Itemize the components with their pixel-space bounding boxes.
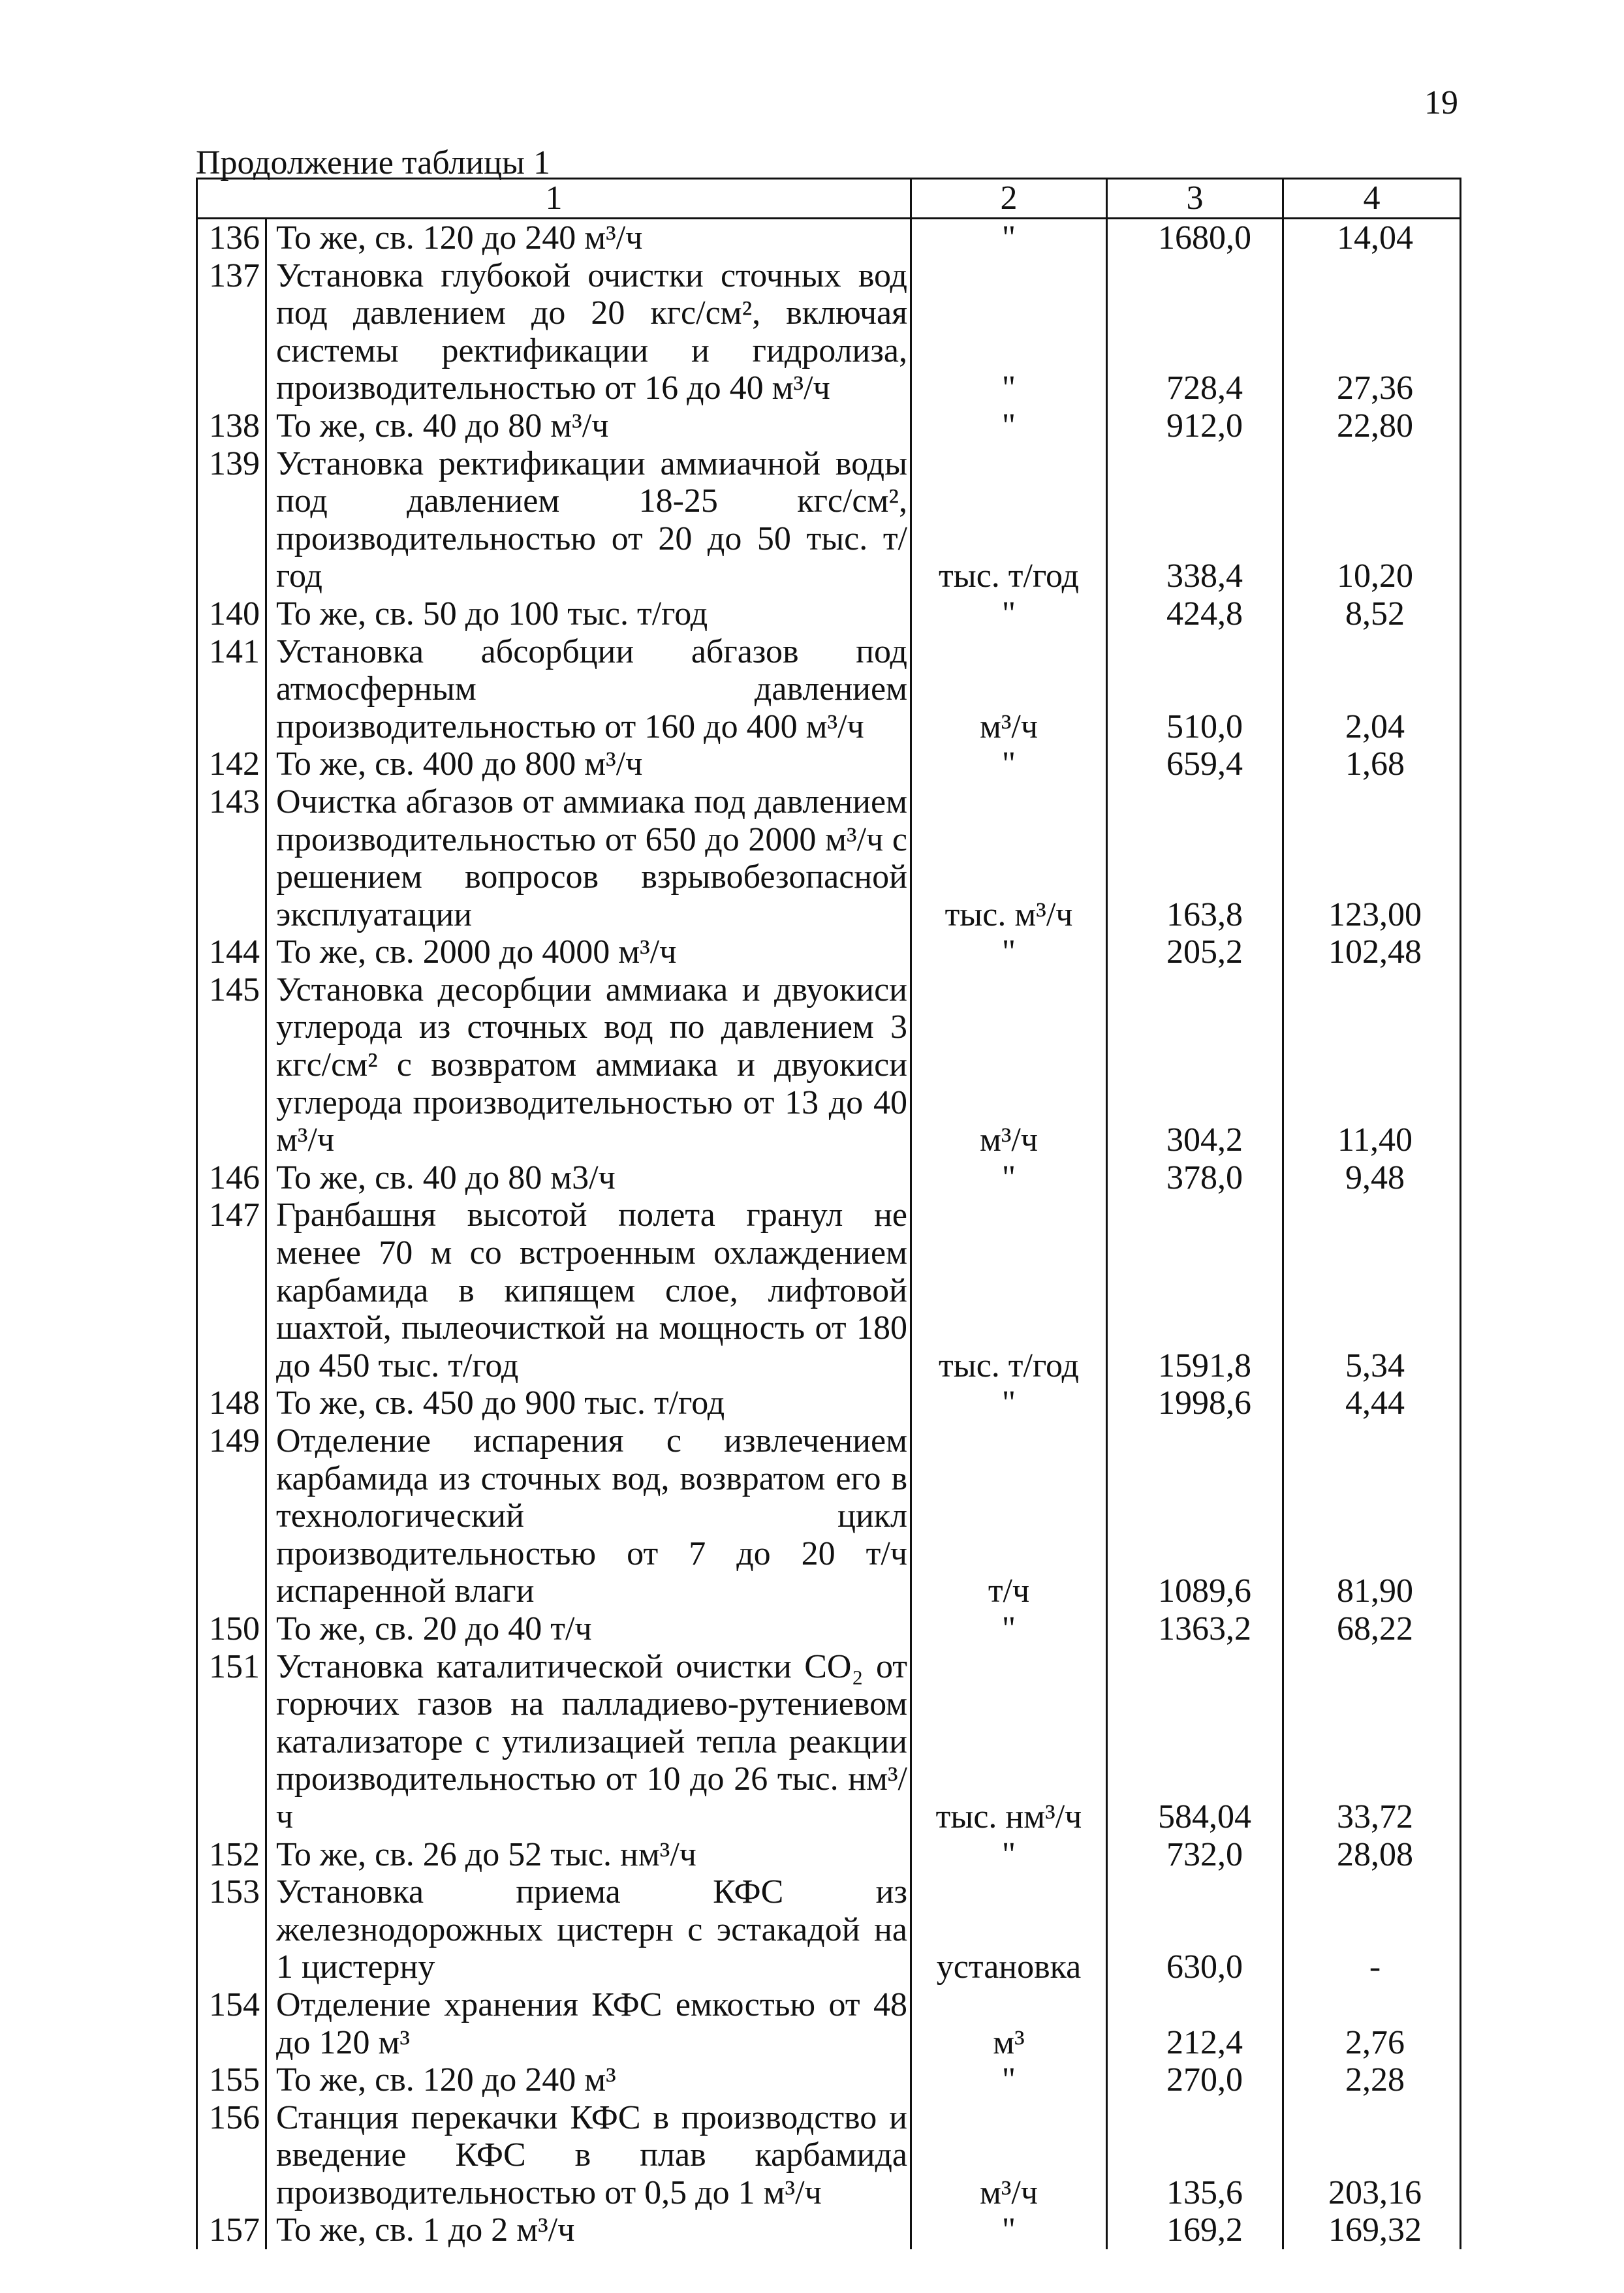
table-row	[197, 633, 1461, 746]
table-row	[197, 257, 1461, 407]
row-name: Гранбашня высотой полета гранул не менее 70 м со встроенным охлаждением карбамида в кипящем слое, лифтовой шахтой, пылеочисткой на мощность от 180 до 450 тыс. т/год	[266, 1196, 911, 1384]
row-number: 147	[197, 1196, 266, 1384]
row-value-4: 2,76	[1283, 1986, 1461, 2061]
row-name: Установка приема КФС из железнодорожных цистерн с эстакадой на 1 цистерну	[266, 1873, 911, 1986]
row-unit: тыс. нм³/ч	[911, 1648, 1107, 1836]
row-name: То же, св. 120 до 240 м³/ч	[266, 219, 911, 257]
page-number: 19	[1424, 84, 1458, 121]
row-name: Станция перекачки КФС в производство и введение КФС в плав карбамида производительностью от 0,5 до 1 м³/ч	[266, 2099, 911, 2212]
row-name: Установка каталитической очистки CO₂ от горючих газов на палладиево-рутениевом катализаторе с утилизацией тепла реакции производительностью от 10 до 26 тыс. нм³/ч	[266, 1648, 911, 1836]
column-header-1: 1	[197, 179, 911, 219]
row-value-4: 2,04	[1283, 633, 1461, 746]
table-row	[197, 1873, 1461, 1986]
row-value-4: 22,80	[1283, 407, 1461, 445]
row-number: 151	[197, 1648, 266, 1836]
row-number: 143	[197, 783, 266, 933]
row-unit: м³	[911, 1986, 1107, 2061]
row-name: Установка ректификации аммиачной воды под давлением 18-25 кгс/см², производительностью от 20 до 50 тыс. т/год	[266, 445, 911, 595]
row-number: 136	[197, 219, 266, 257]
row-value-3: 630,0	[1107, 1873, 1283, 1986]
price-table	[196, 178, 1461, 2249]
row-unit: м³/ч	[911, 2099, 1107, 2212]
row-name: То же, св. 40 до 80 м3/ч	[266, 1159, 911, 1197]
table-row	[197, 2099, 1461, 2212]
row-value-4: 9,48	[1283, 1159, 1461, 1197]
row-number: 139	[197, 445, 266, 595]
row-value-3: 1089,6	[1107, 1422, 1283, 1610]
row-name: То же, св. 50 до 100 тыс. т/год	[266, 595, 911, 633]
row-number: 152	[197, 1836, 266, 1874]
row-value-3: 1591,8	[1107, 1196, 1283, 1384]
row-number: 155	[197, 2061, 266, 2099]
row-name: Отделение испарения с извлечением карбамида из сточных вод, возвратом его в технологический цикл производительностью от 7 до 20 т/ч испаренной влаги	[266, 1422, 911, 1610]
row-number: 149	[197, 1422, 266, 1610]
table-header-row	[197, 179, 1461, 219]
row-unit: т/ч	[911, 1422, 1107, 1610]
row-value-3: 659,4	[1107, 745, 1283, 783]
row-unit: "	[911, 407, 1107, 445]
column-header-3: 3	[1107, 179, 1283, 219]
row-value-4: 28,08	[1283, 1836, 1461, 1874]
table-caption: Продолжение таблицы 1	[196, 144, 550, 181]
table-row	[197, 1159, 1461, 1197]
row-name: Установка абсорбции абгазов под атмосферным давлением производительностью от 160 до 400 м³/ч	[266, 633, 911, 746]
row-number: 153	[197, 1873, 266, 1986]
row-value-3: 135,6	[1107, 2099, 1283, 2212]
row-value-4: 4,44	[1283, 1384, 1461, 1422]
row-unit: "	[911, 1610, 1107, 1648]
row-number: 145	[197, 971, 266, 1159]
row-name: То же, св. 20 до 40 т/ч	[266, 1610, 911, 1648]
row-value-4: 8,52	[1283, 595, 1461, 633]
table-row	[197, 1836, 1461, 1874]
row-name: То же, св. 40 до 80 м³/ч	[266, 407, 911, 445]
row-unit: "	[911, 1159, 1107, 1197]
row-value-3: 304,2	[1107, 971, 1283, 1159]
row-unit: "	[911, 595, 1107, 633]
row-value-3: 912,0	[1107, 407, 1283, 445]
row-unit: "	[911, 1384, 1107, 1422]
table-row	[197, 219, 1461, 257]
row-value-3: 169,2	[1107, 2211, 1283, 2249]
row-value-3: 1680,0	[1107, 219, 1283, 257]
row-value-4: 169,32	[1283, 2211, 1461, 2249]
row-name: Установка десорбции аммиака и двуокиси углерода из сточных вод по давлением 3 кгс/см² с возвратом аммиака и двуокиси углерода производительностью от 13 до 40 м³/ч	[266, 971, 911, 1159]
table-row	[197, 783, 1461, 933]
row-unit: тыс. т/год	[911, 1196, 1107, 1384]
table-row	[197, 1986, 1461, 2061]
row-value-3: 1363,2	[1107, 1610, 1283, 1648]
row-unit: м³/ч	[911, 971, 1107, 1159]
row-value-4: 14,04	[1283, 219, 1461, 257]
row-value-3: 424,8	[1107, 595, 1283, 633]
table-row	[197, 2061, 1461, 2099]
row-name: То же, св. 2000 до 4000 м³/ч	[266, 933, 911, 971]
row-value-4: 5,34	[1283, 1196, 1461, 1384]
row-unit: "	[911, 257, 1107, 407]
row-number: 137	[197, 257, 266, 407]
row-name: То же, св. 26 до 52 тыс. нм³/ч	[266, 1836, 911, 1874]
table-row	[197, 1648, 1461, 1836]
table-row	[197, 745, 1461, 783]
row-value-4: 2,28	[1283, 2061, 1461, 2099]
row-unit: "	[911, 1836, 1107, 1874]
table-row	[197, 1610, 1461, 1648]
row-number: 140	[197, 595, 266, 633]
row-number: 144	[197, 933, 266, 971]
row-name: Отделение хранения КФС емкостью от 48 до 120 м³	[266, 1986, 911, 2061]
row-name: То же, св. 450 до 900 тыс. т/год	[266, 1384, 911, 1422]
row-number: 154	[197, 1986, 266, 2061]
table-row	[197, 595, 1461, 633]
row-number: 156	[197, 2099, 266, 2212]
row-name: То же, св. 120 до 240 м³	[266, 2061, 911, 2099]
row-value-3: 212,4	[1107, 1986, 1283, 2061]
table-row	[197, 445, 1461, 595]
row-number: 157	[197, 2211, 266, 2249]
row-name: Очистка абгазов от аммиака под давлением производительностью от 650 до 2000 м³/ч с решением вопросов взрывобезопасной эксплуатации	[266, 783, 911, 933]
table-row	[197, 407, 1461, 445]
row-value-4: -	[1283, 1873, 1461, 1986]
row-value-3: 732,0	[1107, 1836, 1283, 1874]
row-value-4: 11,40	[1283, 971, 1461, 1159]
row-unit: установка	[911, 1873, 1107, 1986]
row-unit: тыс. м³/ч	[911, 783, 1107, 933]
row-unit: "	[911, 2211, 1107, 2249]
table-row	[197, 2211, 1461, 2249]
row-name: То же, св. 400 до 800 м³/ч	[266, 745, 911, 783]
row-value-4: 203,16	[1283, 2099, 1461, 2212]
row-name: Установка глубокой очистки сточных вод под давлением до 20 кгс/см², включая системы ректификации и гидролиза, производительностью от 16 до 40 м³/ч	[266, 257, 911, 407]
table-row	[197, 933, 1461, 971]
row-value-4: 102,48	[1283, 933, 1461, 971]
row-unit: "	[911, 745, 1107, 783]
row-value-4: 1,68	[1283, 745, 1461, 783]
row-unit: м³/ч	[911, 633, 1107, 746]
row-value-4: 123,00	[1283, 783, 1461, 933]
row-number: 148	[197, 1384, 266, 1422]
row-value-3: 163,8	[1107, 783, 1283, 933]
row-number: 146	[197, 1159, 266, 1197]
table-row	[197, 1196, 1461, 1384]
row-value-3: 378,0	[1107, 1159, 1283, 1197]
column-header-2: 2	[911, 179, 1107, 219]
table-row	[197, 971, 1461, 1159]
row-unit: "	[911, 933, 1107, 971]
row-unit: "	[911, 2061, 1107, 2099]
row-value-4: 81,90	[1283, 1422, 1461, 1610]
row-value-4: 27,36	[1283, 257, 1461, 407]
table-row	[197, 1384, 1461, 1422]
row-unit: тыс. т/год	[911, 445, 1107, 595]
table-row	[197, 1422, 1461, 1610]
row-unit: "	[911, 219, 1107, 257]
row-value-3: 205,2	[1107, 933, 1283, 971]
row-value-3: 338,4	[1107, 445, 1283, 595]
row-value-4: 33,72	[1283, 1648, 1461, 1836]
row-value-3: 510,0	[1107, 633, 1283, 746]
table-body	[197, 219, 1461, 2250]
row-value-3: 728,4	[1107, 257, 1283, 407]
row-value-3: 1998,6	[1107, 1384, 1283, 1422]
row-number: 150	[197, 1610, 266, 1648]
row-name: То же, св. 1 до 2 м³/ч	[266, 2211, 911, 2249]
column-header-4: 4	[1283, 179, 1461, 219]
row-number: 142	[197, 745, 266, 783]
row-value-4: 10,20	[1283, 445, 1461, 595]
row-value-3: 270,0	[1107, 2061, 1283, 2099]
row-value-4: 68,22	[1283, 1610, 1461, 1648]
row-value-3: 584,04	[1107, 1648, 1283, 1836]
row-number: 141	[197, 633, 266, 746]
row-number: 138	[197, 407, 266, 445]
